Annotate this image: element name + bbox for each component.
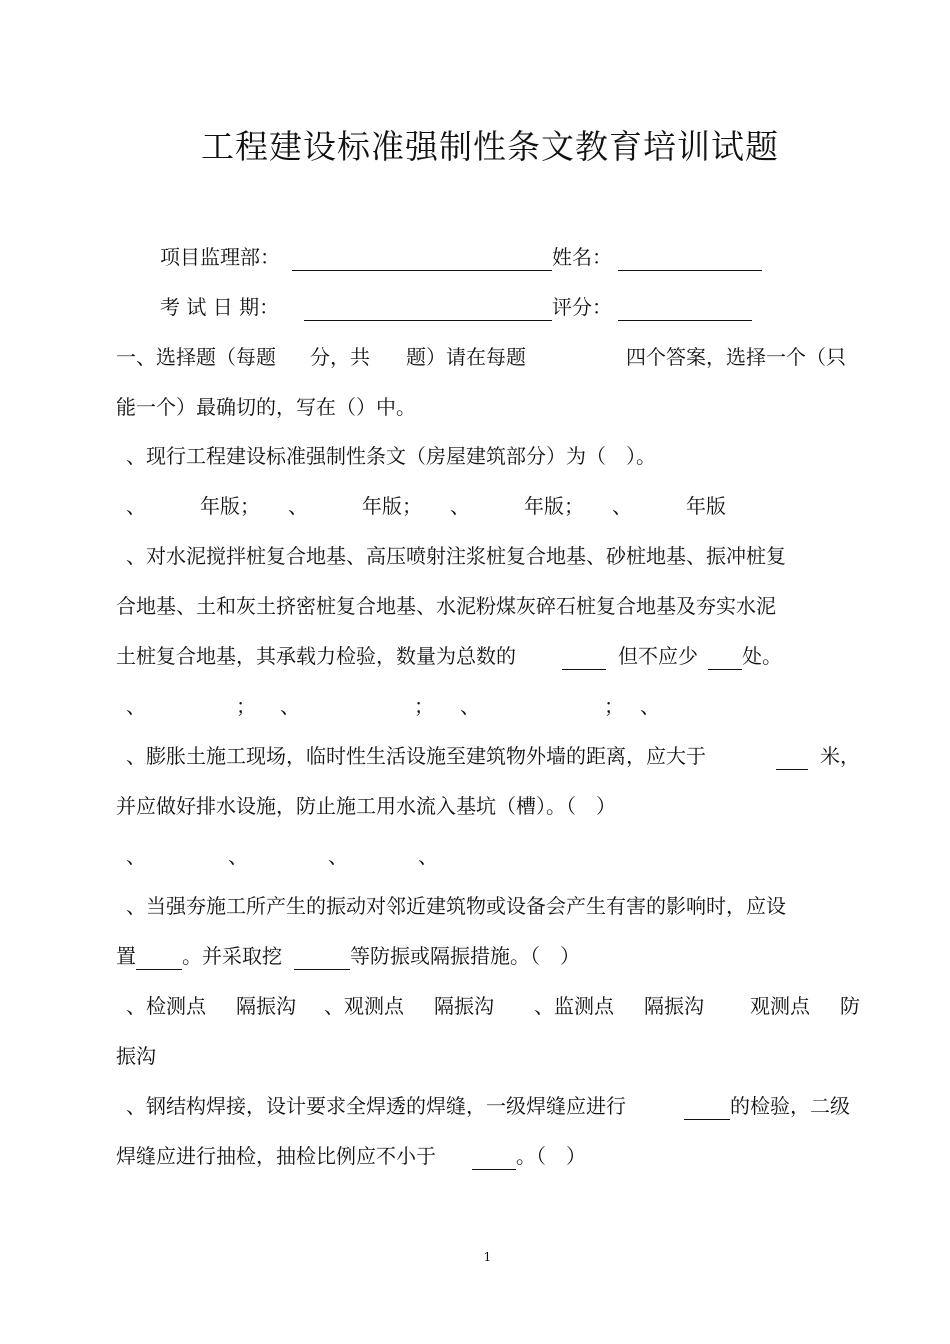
score-label: 评分： xyxy=(552,295,612,319)
q4-text-2c: 等防振或隔振措施。（ ） xyxy=(350,944,580,968)
q2-option-d-marker[interactable]: 、 xyxy=(640,694,660,718)
q2-blank-1[interactable] xyxy=(562,669,606,670)
page-title: 工程建设标准强制性条文教育培训试题 xyxy=(201,127,779,166)
q4-blank-2[interactable] xyxy=(294,969,350,970)
q4-text-2a: 置 xyxy=(116,944,136,968)
intro-part-1: 一、选择题（每题 xyxy=(116,345,276,369)
q1-option-a-text[interactable]: 年版； xyxy=(200,494,260,518)
dept-label: 项目监理部： xyxy=(160,245,280,269)
q2-text-2: 合地基、土和灰土挤密桩复合地基、水泥粉煤灰碎石桩复合地基及夯实水泥 xyxy=(116,594,776,618)
q4-option-a-text[interactable]: 隔振沟 xyxy=(236,994,296,1018)
q2-text-3c: 处。 xyxy=(742,644,782,668)
q4-text-1: 、当强夯施工所产生的振动对邻近建筑物或设备会产生有害的影响时，应设 xyxy=(126,894,786,918)
q3-option-b-marker[interactable]: 、 xyxy=(228,844,248,868)
q3-text-1b: 米， xyxy=(820,744,860,768)
q2-option-sep-1: ； xyxy=(236,694,256,718)
intro-part-4: 四个答案，选择一个（只 xyxy=(626,345,846,369)
q4-option-d-text-cont[interactable]: 防 xyxy=(840,994,860,1018)
q2-option-sep-2: ； xyxy=(414,694,434,718)
date-label: 考 试 日 期： xyxy=(160,295,280,319)
q1-option-a-marker[interactable]: 、 xyxy=(126,494,146,518)
q4-option-b-text[interactable]: 隔振沟 xyxy=(434,994,494,1018)
q4-option-a-marker[interactable]: 、检测点 xyxy=(126,994,206,1018)
q2-text-1: 、对水泥搅拌桩复合地基、高压喷射注浆桩复合地基、砂桩地基、振冲桩复 xyxy=(126,544,786,568)
q3-option-c-marker[interactable]: 、 xyxy=(328,844,348,868)
q2-text-3a: 土桩复合地基，其承载力检验，数量为总数的 xyxy=(116,644,516,668)
q5-blank-1[interactable] xyxy=(684,1119,730,1120)
q1-option-c-text[interactable]: 年版； xyxy=(524,494,584,518)
q4-option-d-text[interactable]: 观测点 xyxy=(750,994,810,1018)
q5-text-2b: 。（ ） xyxy=(516,1144,586,1168)
q3-option-a-marker[interactable]: 、 xyxy=(126,844,146,868)
q5-text-1b: 的检验，二级 xyxy=(730,1094,850,1118)
q5-text-1a: 、钢结构焊接，设计要求全焊透的焊缝，一级焊缝应进行 xyxy=(126,1094,626,1118)
q4-blank-1[interactable] xyxy=(136,969,182,970)
q3-blank-1[interactable] xyxy=(776,769,808,770)
intro-part-3: 题）请在每题 xyxy=(406,345,526,369)
q1-option-b-text[interactable]: 年版； xyxy=(362,494,422,518)
q1-option-b-marker[interactable]: 、 xyxy=(288,494,308,518)
date-blank[interactable] xyxy=(304,320,552,321)
q2-text-3b: 但不应少 xyxy=(618,644,698,668)
q2-option-c-marker[interactable]: 、 xyxy=(460,694,480,718)
q4-option-c-marker[interactable]: 、监测点 xyxy=(534,994,614,1018)
q3-option-d-marker[interactable]: 、 xyxy=(418,844,438,868)
q1-option-d-marker[interactable]: 、 xyxy=(612,494,632,518)
q1-text: 、现行工程建设标准强制性条文（房屋建筑部分）为（ ）。 xyxy=(126,444,656,468)
q4-option-c-text[interactable]: 隔振沟 xyxy=(644,994,704,1018)
q4-text-2b: 。并采取挖 xyxy=(182,944,282,968)
q2-option-sep-3: ； xyxy=(604,694,624,718)
q2-option-b-marker[interactable]: 、 xyxy=(280,694,300,718)
intro-part-2: 分，共 xyxy=(310,345,370,369)
q3-text-2: 并应做好排水设施，防止施工用水流入基坑（槽）。（ ） xyxy=(116,794,616,818)
q5-blank-2[interactable] xyxy=(472,1169,516,1170)
q3-text-1a: 、膨胀土施工现场，临时性生活设施至建筑物外墙的距离，应大于 xyxy=(126,744,706,768)
q5-text-2a: 焊缝应进行抽检，抽检比例应不小于 xyxy=(116,1144,436,1168)
q4-option-d-wrap[interactable]: 振沟 xyxy=(116,1044,156,1068)
q4-option-b-marker[interactable]: 、观测点 xyxy=(324,994,404,1018)
page-number: 1 xyxy=(483,1250,492,1264)
q1-option-d-text[interactable]: 年版 xyxy=(686,494,726,518)
q2-option-a-marker[interactable]: 、 xyxy=(126,694,146,718)
name-label: 姓名： xyxy=(552,245,612,269)
q1-option-c-marker[interactable]: 、 xyxy=(450,494,470,518)
intro-line-2-text: 能一个）最确切的，写在（）中。 xyxy=(116,395,416,419)
score-blank[interactable] xyxy=(618,320,752,321)
dept-blank[interactable] xyxy=(292,270,552,271)
q2-blank-2[interactable] xyxy=(708,669,742,670)
name-blank[interactable] xyxy=(618,270,762,271)
